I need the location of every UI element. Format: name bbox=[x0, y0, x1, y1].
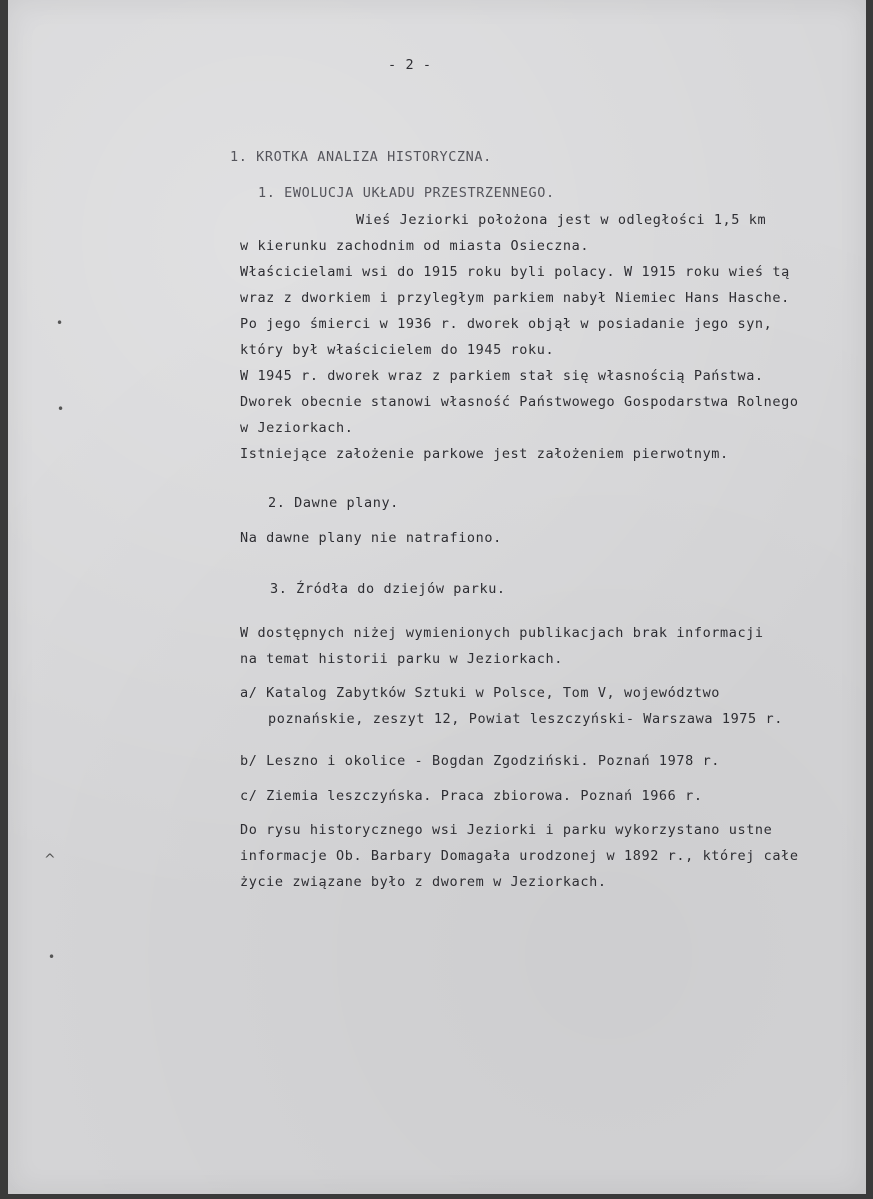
main-heading: 1. KROTKA ANALIZA HISTORYCZNA. bbox=[230, 149, 492, 165]
section-3-title: 3. Źródła do dziejów parku. bbox=[270, 581, 506, 597]
section-1-line: Dworek obecnie stanowi własność Państwowego Gospodarstwa Rolnego bbox=[240, 394, 799, 410]
margin-speck: • bbox=[57, 402, 65, 416]
source-item-a-line: a/ Katalog Zabytków Sztuki w Polsce, Tom V, województwo bbox=[240, 685, 721, 701]
binder-hole-mark: ^ bbox=[44, 852, 56, 868]
section-1-line: w Jeziorkach. bbox=[240, 420, 354, 436]
section-3-outro-line: Do rysu historycznego wsi Jeziorki i parku wykorzystano ustne bbox=[240, 822, 773, 838]
section-1-title: 1. EWOLUCJA UKŁADU PRZESTRZENNEGO. bbox=[258, 185, 555, 201]
section-1-line: który był właścicielem do 1945 roku. bbox=[240, 342, 555, 358]
document-page bbox=[8, 0, 866, 1194]
margin-speck: • bbox=[48, 950, 56, 964]
section-1-line: w kierunku zachodnim od miasta Osieczna. bbox=[240, 238, 590, 254]
section-2-title: 2. Dawne plany. bbox=[268, 495, 399, 511]
section-1-line: Po jego śmierci w 1936 r. dworek objął w posiadanie jego syn, bbox=[240, 316, 773, 332]
section-3-intro-line: na temat historii parku w Jeziorkach. bbox=[240, 651, 563, 667]
section-1-line: Właścicielami wsi do 1915 roku byli polacy. W 1915 roku wieś tą bbox=[240, 264, 790, 280]
section-1-line: wraz z dworkiem i przyległym parkiem nabył Niemiec Hans Hasche. bbox=[240, 290, 790, 306]
margin-speck: • bbox=[56, 316, 64, 330]
section-2-text: Na dawne plany nie natrafiono. bbox=[240, 530, 502, 546]
source-item-c: c/ Ziemia leszczyńska. Praca zbiorowa. Poznań 1966 r. bbox=[240, 788, 703, 804]
section-1-line: Istniejące założenie parkowe jest założeniem pierwotnym. bbox=[240, 446, 729, 462]
section-1-line: W 1945 r. dworek wraz z parkiem stał się własnością Państwa. bbox=[240, 368, 764, 384]
source-item-a-line: poznańskie, zeszyt 12, Powiat leszczyński- Warszawa 1975 r. bbox=[268, 711, 783, 727]
section-1-line: Wieś Jeziorki położona jest w odległości 1,5 km bbox=[356, 212, 767, 228]
section-3-intro-line: W dostępnych niżej wymienionych publikacjach brak informacji bbox=[240, 625, 764, 641]
section-3-outro-line: życie związane było z dworem w Jeziorkach. bbox=[240, 874, 607, 890]
section-3-outro-line: informacje Ob. Barbary Domagała urodzonej w 1892 r., której całe bbox=[240, 848, 799, 864]
page-number: - 2 - bbox=[388, 57, 432, 73]
source-item-b: b/ Leszno i okolice - Bogdan Zgodziński. Poznań 1978 r. bbox=[240, 753, 721, 769]
